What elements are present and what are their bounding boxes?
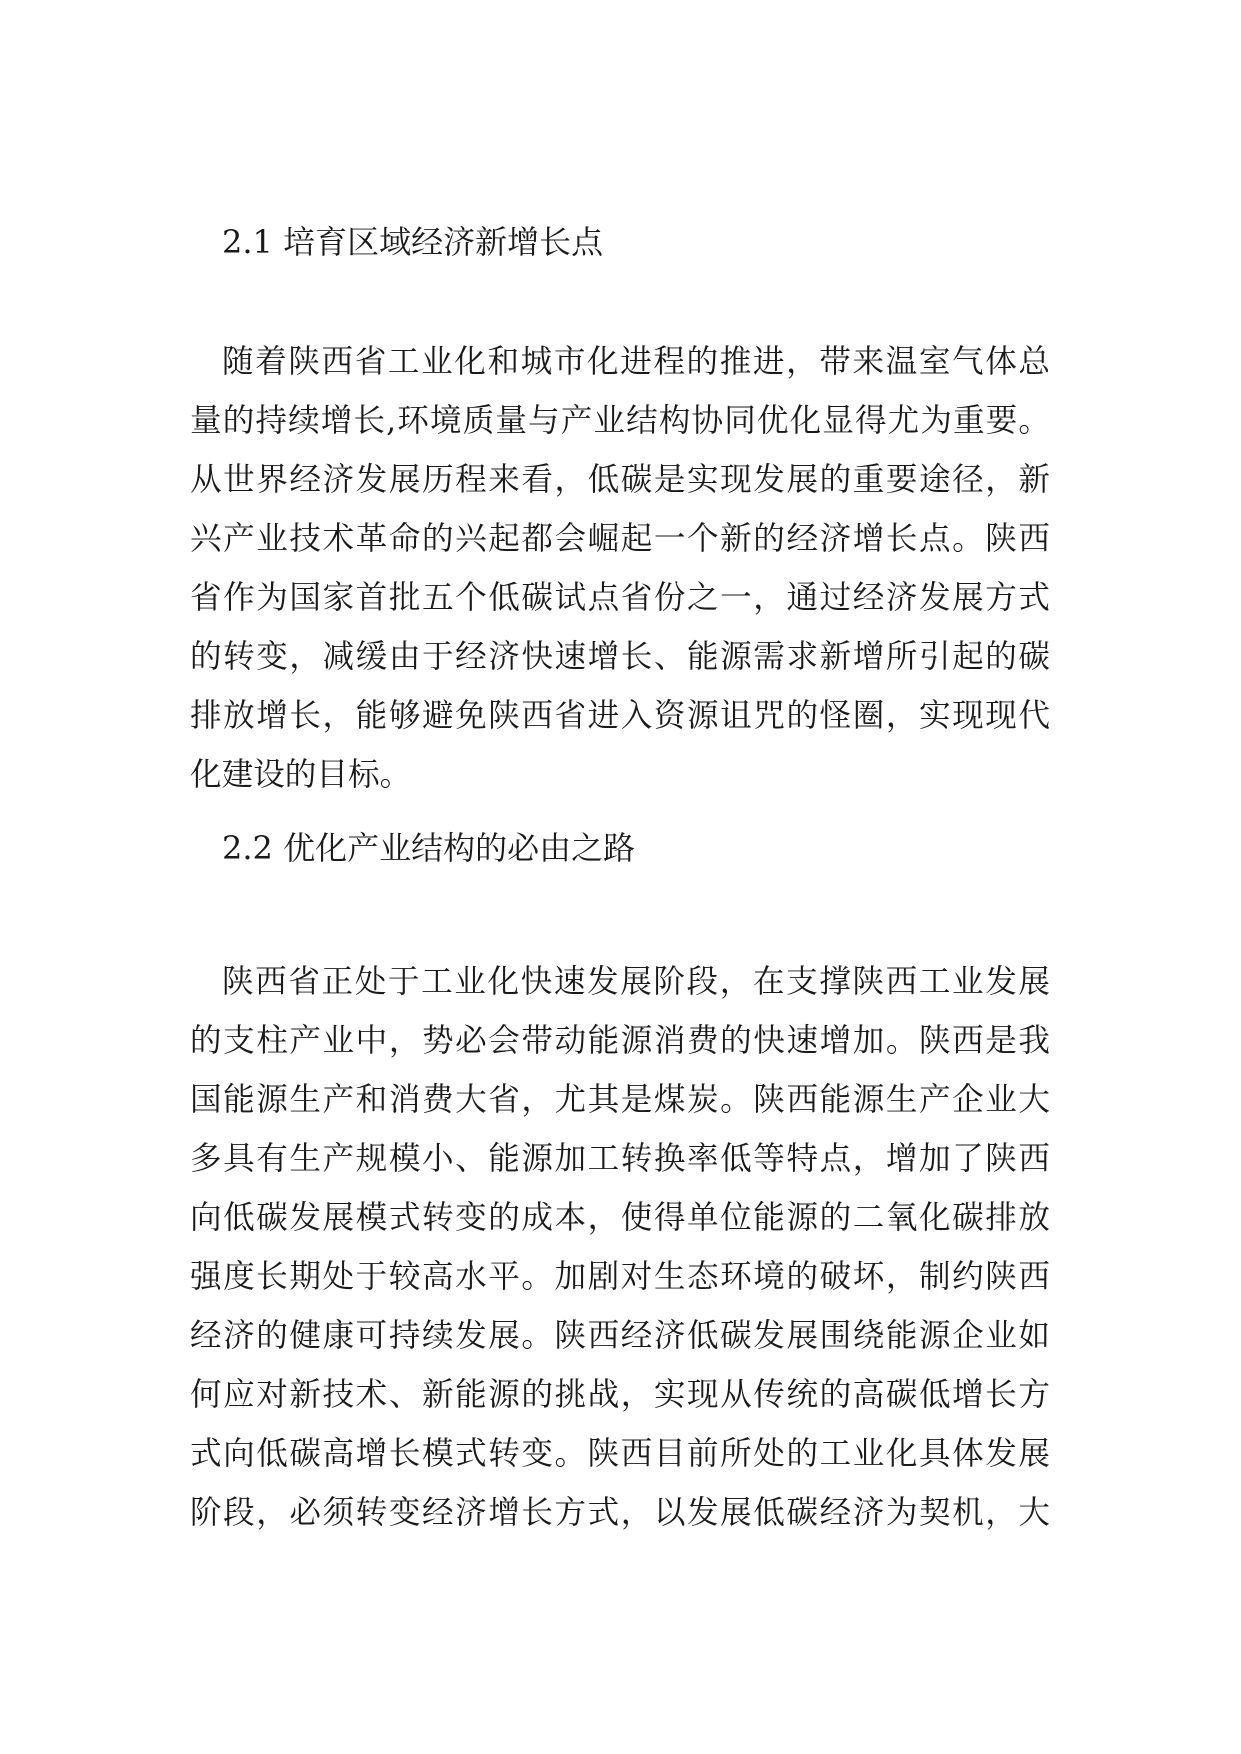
paragraph-line: 向低碳发展模式转变的成本，使得单位能源的二氧化碳排放: [190, 1200, 1050, 1236]
paragraph-line: 省作为国家首批五个低碳试点省份之一，通过经济发展方式: [190, 580, 1050, 616]
paragraph-line: 兴产业技术革命的兴起都会崛起一个新的经济增长点。陕西: [190, 521, 1050, 557]
paragraph-line: 强度长期处于较高水平。加剧对生态环境的破坏，制约陕西: [190, 1259, 1050, 1295]
paragraph-line: 陕西省正处于工业化快速发展阶段，在支撑陕西工业发展: [222, 964, 1050, 1000]
paragraph-line: 何应对新技术、新能源的挑战，实现从传统的高碳低增长方: [190, 1377, 1050, 1413]
paragraph-line: 的支柱产业中，势必会带动能源消费的快速增加。陕西是我: [190, 1023, 1050, 1059]
paragraph-line: 排放增长，能够避免陕西省进入资源诅咒的怪圈，实现现代: [190, 698, 1050, 734]
paragraph-line: 从世界经济发展历程来看，低碳是实现发展的重要途径，新: [190, 462, 1050, 498]
section-heading-2-2: 2.2 优化产业结构的必由之路: [222, 829, 636, 867]
paragraph-line: 阶段，必须转变经济增长方式，以发展低碳经济为契机，大: [190, 1495, 1050, 1531]
section-heading-2-1: 2.1 培育区域经济新增长点: [222, 223, 604, 261]
paragraph-line: 量的持续增长,环境质量与产业结构协同优化显得尤为重要。: [190, 403, 1050, 439]
paragraph-line: 式向低碳高增长模式转变。陕西目前所处的工业化具体发展: [190, 1436, 1050, 1472]
paragraph-line: 经济的健康可持续发展。陕西经济低碳发展围绕能源企业如: [190, 1318, 1050, 1354]
paragraph-line: 随着陕西省工业化和城市化进程的推进，带来温室气体总: [222, 344, 1050, 380]
paragraph-line: 多具有生产规模小、能源加工转换率低等特点，增加了陕西: [190, 1141, 1050, 1177]
paragraph-line: 化建设的目标。: [190, 757, 412, 793]
paragraph-line: 的转变，减缓由于经济快速增长、能源需求新增所引起的碳: [190, 639, 1050, 675]
paragraph-line: 国能源生产和消费大省，尤其是煤炭。陕西能源生产企业大: [190, 1082, 1050, 1118]
